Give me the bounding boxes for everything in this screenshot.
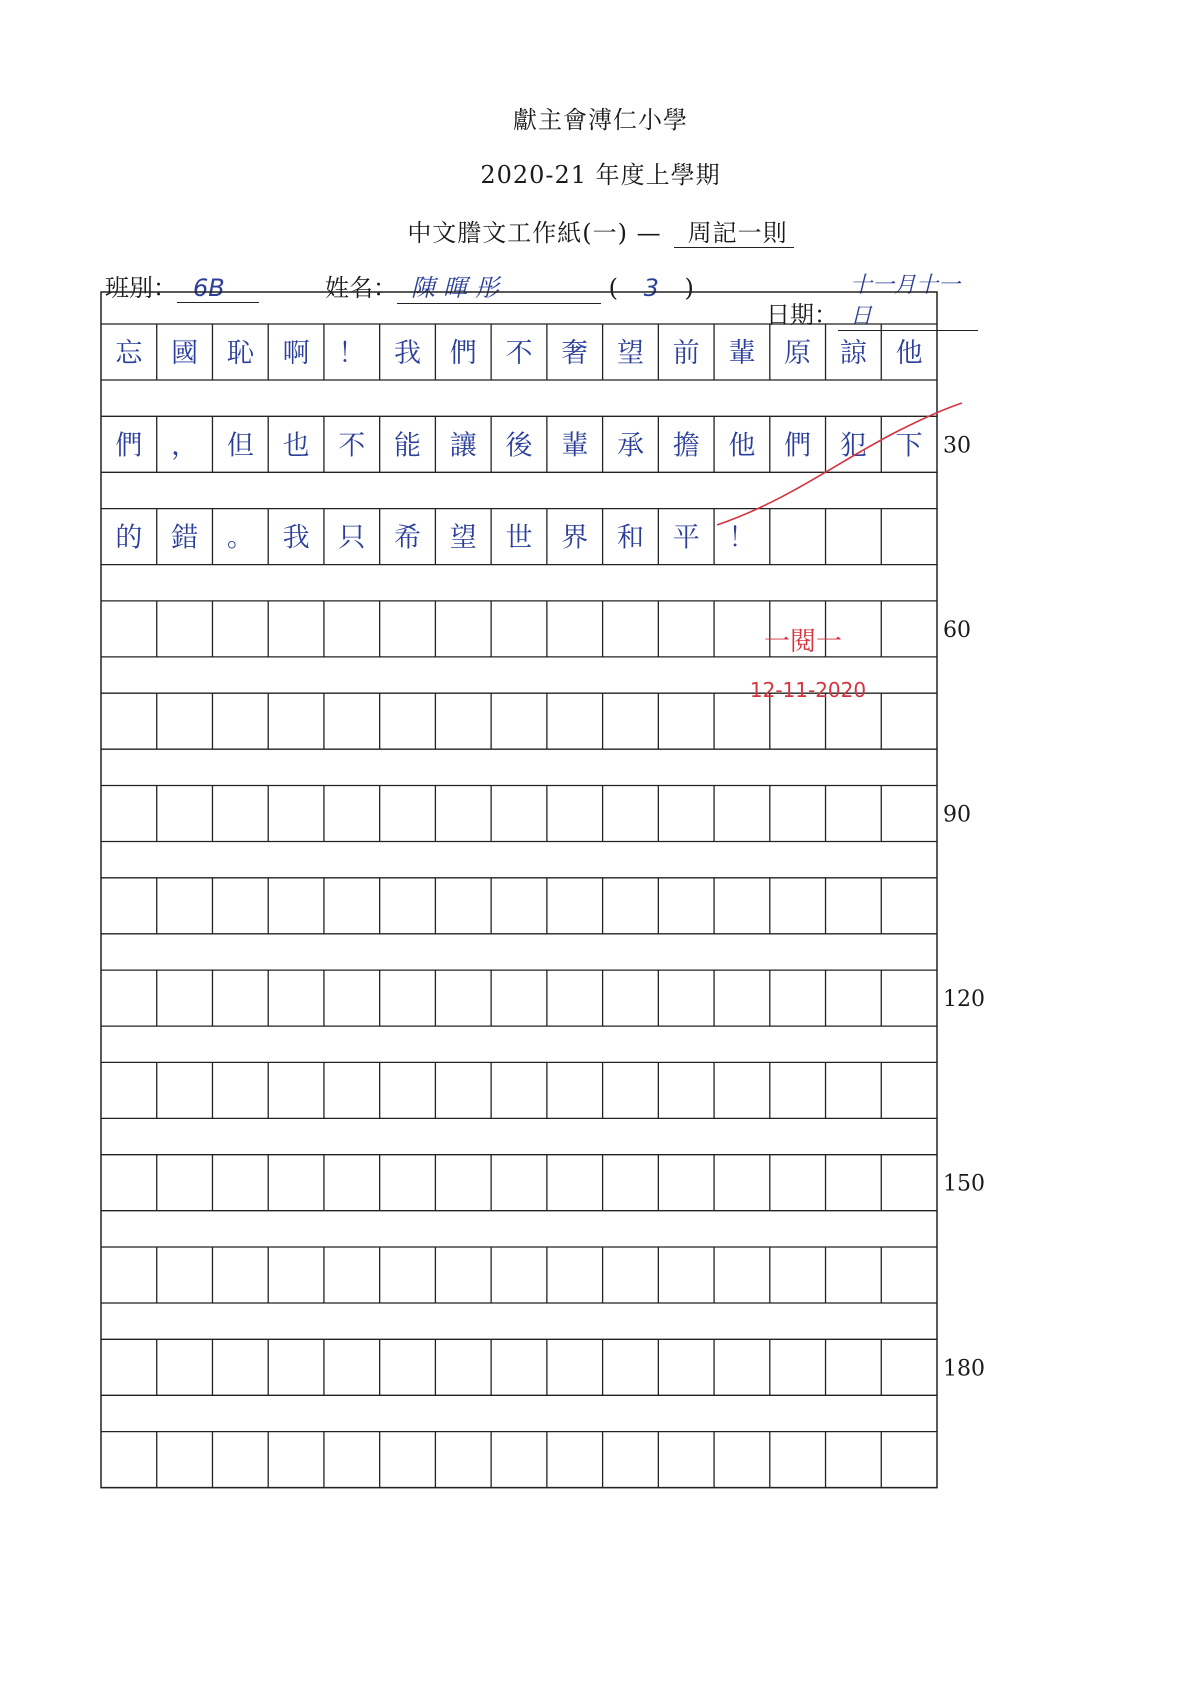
cell-char: 能	[394, 430, 422, 462]
cell-char: 的	[115, 522, 143, 554]
cell-char: 界	[561, 522, 589, 554]
cell-char: 他	[895, 338, 923, 369]
cell-char: 忘	[115, 338, 143, 369]
cell-char: 錯	[171, 522, 199, 554]
cell-char: 。	[226, 522, 254, 554]
cell-char: 承	[616, 430, 644, 462]
cell-char: 啊	[282, 338, 310, 369]
worksheet-name: 中文謄文工作紙(一) —	[407, 219, 662, 247]
cell-char: ！	[728, 522, 756, 554]
name-label: 姓名：	[325, 274, 397, 302]
cell-char: 我	[282, 522, 310, 554]
char-count-label: 180	[943, 1356, 985, 1382]
cell-char: 後	[505, 430, 533, 462]
grid-row	[101, 1339, 937, 1395]
red-check-mark	[717, 403, 962, 525]
cell-char: ，	[171, 430, 199, 462]
cell-char: 望	[616, 338, 644, 369]
grid-row	[101, 324, 937, 380]
grid-row	[101, 1432, 937, 1488]
cell-char: 世	[505, 522, 533, 554]
cell-char: 原	[784, 338, 812, 369]
cell-char: 國	[171, 338, 199, 369]
grid-row	[101, 1247, 937, 1303]
class-value: 6B	[177, 274, 259, 303]
cell-char: 們	[449, 338, 477, 369]
cell-char: 希	[394, 522, 422, 554]
cell-char: 輩	[728, 338, 756, 369]
review-date: 12-11-2020	[749, 678, 867, 702]
cell-char: 輩	[561, 430, 589, 462]
date-value: 十一月十一日	[838, 268, 978, 331]
grid-row	[101, 1155, 937, 1211]
cell-char: 諒	[839, 338, 867, 369]
grid-row	[101, 509, 937, 565]
grid-row	[101, 416, 937, 472]
worksheet-topic: 周記一則	[674, 219, 794, 248]
cell-char: 下	[895, 430, 923, 462]
cell-char: 犯	[839, 430, 867, 462]
cell-char: 前	[672, 338, 700, 369]
cell-char: 讓	[449, 430, 477, 462]
grid-row	[101, 878, 937, 934]
number-value: 3	[643, 274, 659, 302]
term-title: 2020-21 年度上學期	[480, 161, 721, 189]
class-label: 班別：	[105, 274, 177, 302]
cell-char: 只	[338, 522, 366, 554]
cell-char: 但	[226, 430, 254, 462]
name-value: 陳暉彤	[397, 268, 601, 304]
cell-char: 和	[616, 522, 644, 554]
cell-char: ！	[338, 338, 366, 369]
student-number: ( 3 )	[601, 274, 694, 302]
char-count-label: 60	[943, 617, 971, 643]
grid-row	[101, 970, 937, 1026]
cell-char: 不	[338, 430, 366, 462]
cell-char: 望	[449, 522, 477, 554]
cell-char: 們	[115, 430, 143, 462]
char-count-label: 90	[943, 802, 971, 828]
cell-char: 也	[282, 430, 310, 462]
teacher-review-stamp: 一閱一	[763, 627, 843, 657]
char-count-label: 30	[943, 433, 971, 459]
char-count-label: 150	[943, 1171, 985, 1197]
date-label: 日期：	[766, 301, 838, 329]
cell-char: 他	[728, 430, 756, 462]
char-count-label: 120	[943, 987, 985, 1013]
school-name: 獻主會溥仁小學	[513, 106, 688, 134]
cell-char: 平	[672, 522, 700, 554]
cell-char: 恥	[226, 338, 254, 369]
grid-row	[101, 786, 937, 842]
cell-char: 不	[505, 338, 533, 369]
cell-char: 奢	[561, 338, 589, 369]
cell-char: 們	[784, 430, 812, 462]
cell-char: 擔	[672, 430, 700, 462]
cell-char: 我	[394, 338, 422, 369]
grid-border	[101, 292, 937, 1488]
grid-row	[101, 1062, 937, 1118]
